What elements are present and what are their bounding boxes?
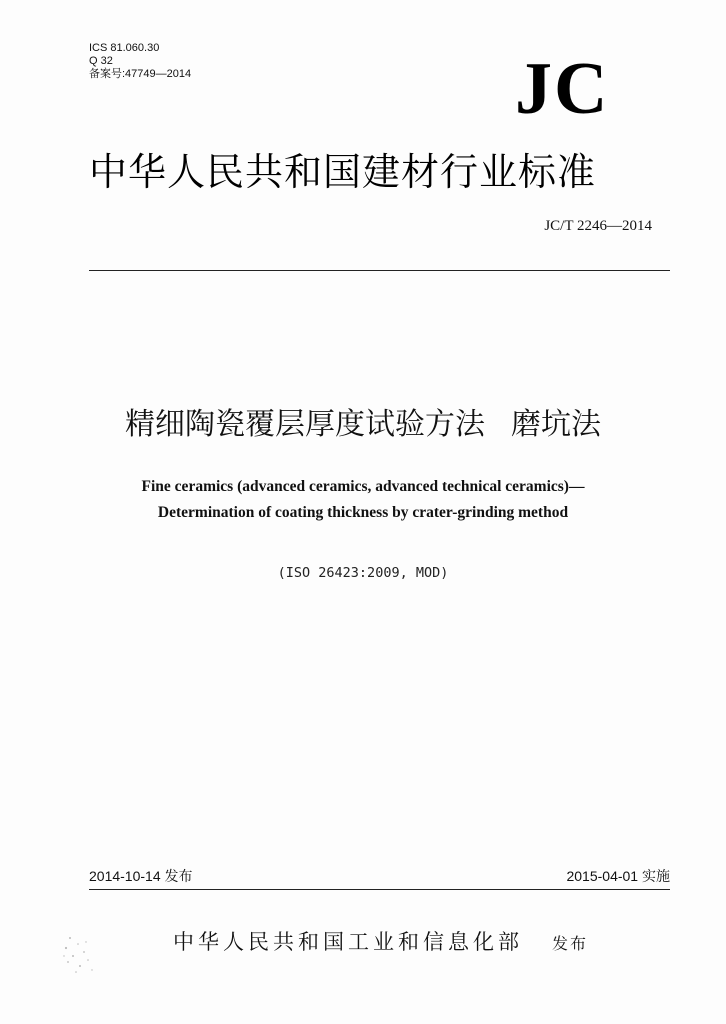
jc-logo: JC: [515, 48, 610, 130]
english-title-line1: Fine ceramics (advanced ceramics, advanced technical ceramics)—: [141, 478, 585, 495]
implementation-date: 2015-04-01 实施: [566, 868, 670, 884]
english-title-line2: Determination of coating thickness by crater-grinding method: [157, 504, 569, 521]
publish-label: 发布: [552, 934, 589, 953]
chinese-title-main: 精细陶瓷覆层厚度试验方法: [125, 407, 485, 442]
english-title: [0, 474, 726, 526]
issue-date: 2014-10-14 发布: [89, 868, 193, 884]
classification-block: [89, 42, 191, 81]
publisher-name: 中华人民共和国工业和信息化部: [173, 930, 523, 954]
ccs-code: Q 32: [89, 55, 113, 67]
top-divider: [89, 270, 670, 271]
chinese-title-method: 磨坑法: [511, 407, 601, 442]
record-number: 备案号:47749—2014: [89, 68, 192, 80]
iso-reference: (ISO 26423:2009, MOD): [277, 565, 449, 581]
scan-speckle: [58, 930, 108, 980]
chinese-title: [0, 405, 726, 445]
bottom-divider: [89, 889, 670, 890]
standard-category-title: 中华人民共和国建材行业标准: [89, 150, 597, 194]
standard-number: JC/T 2246—2014: [544, 218, 652, 234]
ics-code: ICS 81.060.30: [89, 42, 160, 54]
